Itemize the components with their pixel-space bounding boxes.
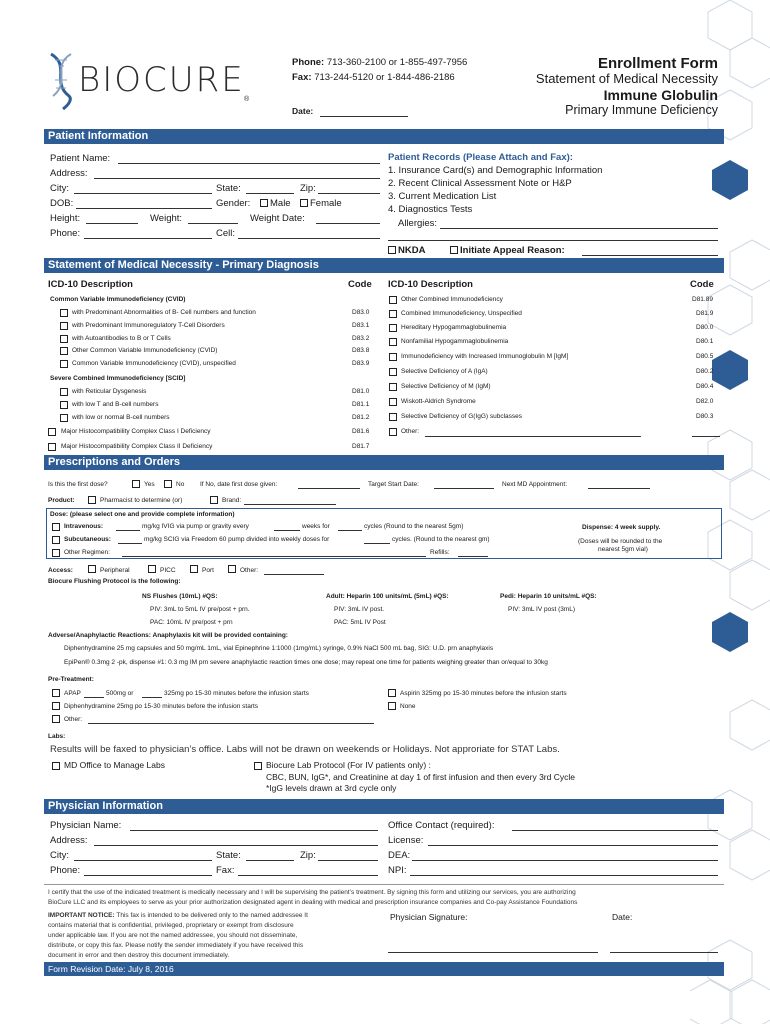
- phone-line: Phone: 713-360-2100 or 1-855-497-7956: [292, 57, 468, 68]
- sc-cycles: cycles. (Round to the nearest gm): [392, 536, 490, 543]
- scid-checkbox-2[interactable]: [60, 401, 68, 409]
- allergies-field[interactable]: [440, 228, 718, 229]
- brand-field[interactable]: [244, 504, 336, 505]
- dx-other-code-field[interactable]: [692, 436, 720, 437]
- mhc-label-1: Major Histocompatibility Complex Class I Deficiency: [61, 428, 211, 435]
- labs-title: Labs:: [48, 733, 66, 740]
- signature-date-field[interactable]: [610, 952, 718, 953]
- biocure-labs-checkbox[interactable]: [254, 762, 262, 770]
- rx-section-header: Prescriptions and Orders: [44, 455, 724, 470]
- dx-right-code-8: D82.0: [696, 398, 714, 405]
- ns-title: NS Flushes (10mL) #QS:: [142, 593, 218, 600]
- notice-line-2: contains material that is confidential, privileged, proprietary or exempt from disclosure: [48, 922, 294, 929]
- dx-right-label-5: Immunodeficiency with Increased Immunoglobulin M [IgM]: [401, 353, 569, 360]
- notice-line-5: document in error and then destroy this document immediately.: [48, 952, 230, 959]
- first-dose-no-label: No: [176, 481, 185, 488]
- weight-date-label: Weight Date:: [250, 213, 305, 224]
- nkda-checkbox[interactable]: [388, 246, 396, 254]
- refills-label: Refills:: [430, 549, 450, 556]
- office-contact-label: Office Contact (required):: [388, 820, 495, 831]
- ns-line-1: PIV: 3mL to 5mL IV pre/post + prn.: [150, 606, 250, 613]
- cvid-code-5: D83.9: [352, 360, 370, 367]
- adult-line-1: PIV: 3mL IV post.: [334, 606, 385, 613]
- patient-name-label: Patient Name:: [50, 153, 111, 164]
- dx-other-label: Other:: [401, 428, 420, 435]
- md-labs-label: MD Office to Manage Labs: [64, 760, 165, 770]
- dx-right-checkbox-7[interactable]: [389, 383, 397, 391]
- patient-city-label: City:: [50, 183, 69, 194]
- pre-other-field[interactable]: [88, 723, 374, 724]
- access-other-checkbox[interactable]: [228, 565, 236, 573]
- date-field[interactable]: [320, 116, 408, 117]
- appeal-label: Initiate Appeal Reason:: [460, 245, 565, 256]
- port-checkbox[interactable]: [190, 565, 198, 573]
- pharmacist-label: Pharmacist to determine (or): [100, 497, 183, 504]
- signature-date-label: Date:: [612, 912, 633, 922]
- fax-line: Fax: 713-244-5120 or 1-844-486-2186: [292, 72, 455, 83]
- dispense-note-1: (Doses will be rounded to the: [578, 538, 663, 545]
- pre-other-checkbox[interactable]: [52, 715, 60, 723]
- physician-fax-label: Fax:: [216, 865, 235, 876]
- cvid-code-4: D83.8: [352, 347, 370, 354]
- ns-line-2: PAC: 10mL IV pre/post + prn: [150, 619, 233, 626]
- mhc-checkbox-2[interactable]: [48, 443, 56, 451]
- female-checkbox[interactable]: [300, 199, 308, 207]
- certify-line-2: BioCure LLC and its employees to serve as your prior authorization designated agent in dealing with medical and prescription insurance companies and Co-pay Assistance Foundations: [48, 899, 578, 906]
- flush-title: Biocure Flushing Protocol is the following:: [48, 578, 181, 585]
- other-regimen-field[interactable]: [122, 556, 426, 557]
- form-title: Enrollment Form: [597, 55, 718, 72]
- physician-name-field[interactable]: [130, 830, 378, 831]
- access-other-field[interactable]: [264, 574, 324, 575]
- other-regimen-label: Other Regimen:: [64, 549, 110, 556]
- sc-dose-field[interactable]: [118, 543, 142, 544]
- scid-checkbox-1[interactable]: [60, 388, 68, 396]
- dna-helix-icon: [47, 52, 75, 110]
- office-contact-field[interactable]: [512, 830, 718, 831]
- patient-address-field[interactable]: [94, 178, 380, 179]
- diagnosis-section-header: Statement of Medical Necessity - Primary Diagnosis: [44, 258, 724, 273]
- npi-field[interactable]: [410, 875, 718, 876]
- scid-code-3: D81.2: [352, 414, 370, 421]
- records-item-2: 2. Recent Clinical Assessment Note or H&P: [388, 178, 572, 189]
- apap-or-label: 500mg or: [106, 690, 134, 697]
- npi-label: NPI:: [388, 865, 407, 876]
- dea-label: DEA:: [388, 850, 411, 861]
- cvid-checkbox-5[interactable]: [60, 360, 68, 368]
- first-dose-yes-label: Yes: [144, 481, 155, 488]
- next-md-field[interactable]: [588, 488, 650, 489]
- nkda-label: NKDA: [398, 245, 426, 256]
- dx-right-code-1: D81.89: [692, 296, 713, 303]
- patient-city-field[interactable]: [74, 193, 212, 194]
- biocure-labs-label: Biocure Lab Protocol (For IV patients only) :: [266, 760, 431, 770]
- patient-dob-label: DOB:: [50, 198, 74, 209]
- form-subtitle-1: Statement of Medical Necessity: [535, 71, 718, 86]
- scid-title: Severe Combined Immunodeficiency [SCID]: [50, 375, 186, 382]
- dispense-label: Dispense: 4 week supply.: [582, 524, 661, 531]
- apap-dose-field-2[interactable]: [142, 697, 162, 698]
- patient-cell-field[interactable]: [238, 238, 380, 239]
- dx-right-code-2: D81.9: [696, 310, 714, 317]
- dx-right-checkbox-9[interactable]: [389, 413, 397, 421]
- physician-city-field[interactable]: [74, 860, 212, 861]
- none-checkbox[interactable]: [388, 702, 396, 710]
- physician-zip-field[interactable]: [318, 860, 378, 861]
- mhc-code-2: D81.7: [352, 443, 370, 450]
- revision-bar: [44, 962, 724, 976]
- apap-checkbox[interactable]: [52, 689, 60, 697]
- dx-other-field[interactable]: [425, 436, 641, 437]
- dx-right-code-4: D80.1: [696, 338, 714, 345]
- pretreatment-title: Pre-Treatment:: [48, 676, 94, 683]
- pedi-line-1: PIV: 3mL IV post (3mL): [508, 606, 576, 613]
- dx-right-checkbox-8[interactable]: [389, 398, 397, 406]
- peripheral-label: Peripheral: [100, 567, 130, 574]
- apap-label: APAP: [64, 690, 81, 697]
- dx-right-label-4: Nonfamilial Hypogammaglobulinemia: [401, 338, 509, 345]
- physician-state-field[interactable]: [246, 860, 294, 861]
- patient-dob-field[interactable]: [76, 208, 212, 209]
- scid-label-1: with Reticular Dysgenesis: [72, 388, 147, 395]
- cvid-label-2: with Predominant Immunoregulatory T-Cell Disorders: [72, 322, 225, 329]
- none-label: None: [400, 703, 416, 710]
- mhc-checkbox-1[interactable]: [48, 428, 56, 436]
- cvid-checkbox-3[interactable]: [60, 335, 68, 343]
- male-checkbox[interactable]: [260, 199, 268, 207]
- female-label: Female: [310, 198, 342, 209]
- physician-city-label: City:: [50, 850, 69, 861]
- adverse-line-2: EpiPen® 0.3mg 2 -pk, dispense #1: 0.3 mg IM prn severe anaphylactic reaction times one dose; may repeat one time for patients weighing greater than or/equal to 30kg: [64, 659, 548, 666]
- sc-checkbox[interactable]: [52, 536, 60, 544]
- first-dose-date-field[interactable]: [298, 488, 360, 489]
- sc-label: Subcutaneous:: [64, 536, 111, 543]
- height-field[interactable]: [86, 223, 138, 224]
- access-other-label: Other:: [240, 567, 259, 574]
- adult-title: Adult: Heparin 100 units/mL (5mL) #QS:: [326, 593, 449, 600]
- divider: [44, 884, 724, 885]
- brand-checkbox[interactable]: [210, 496, 218, 504]
- dx-right-label-9: Selective Deficiency of G(IgG) subclasses: [401, 413, 523, 420]
- iv-cycles-field[interactable]: [338, 530, 362, 531]
- apap-dose-field-1[interactable]: [84, 697, 104, 698]
- diphen-checkbox[interactable]: [52, 702, 60, 710]
- records-item-3: 3. Current Medication List: [388, 191, 497, 202]
- if-no-label: If No, date first dose given:: [200, 481, 278, 488]
- cvid-label-5: Common Variable Immunodeficiency (CVID), unspecified: [72, 360, 236, 367]
- revision-text: Form Revision Date: July 8, 2016: [48, 964, 174, 974]
- apap-tail: 325mg po 15-30 minutes before the infusion starts: [164, 690, 309, 697]
- adult-line-2: PAC: 5mL IV Post: [334, 619, 386, 626]
- dx-right-label-7: Selective Deficiency of M (IgM): [401, 383, 491, 390]
- dx-other-checkbox[interactable]: [389, 428, 397, 436]
- first-dose-yes-checkbox[interactable]: [132, 480, 140, 488]
- mhc-label-2: Major Histocompatibility Complex Class II Deficiency: [61, 443, 213, 450]
- refills-field[interactable]: [458, 556, 488, 557]
- picc-label: PICC: [160, 567, 176, 574]
- dx-right-label-3: Hereditary Hypogammaglobulinemia: [401, 324, 507, 331]
- cvid-checkbox-1[interactable]: [60, 309, 68, 317]
- cvid-checkbox-2[interactable]: [60, 322, 68, 330]
- physician-phone-field[interactable]: [84, 875, 212, 876]
- next-md-label: Next MD Appointment:: [502, 481, 568, 488]
- allergies-field-2[interactable]: [388, 240, 718, 241]
- physician-address-label: Address:: [50, 835, 88, 846]
- iv-checkbox[interactable]: [52, 523, 60, 531]
- sc-text: mg/kg SCIG via Freedom 60 pump divided into weekly doses for: [144, 536, 330, 543]
- pharmacist-checkbox[interactable]: [88, 496, 96, 504]
- aspirin-label: Aspirin 325mg po 15-30 minutes before the infusion starts: [400, 690, 567, 697]
- dx-right-code-6: D80.2: [696, 368, 714, 375]
- form-subtitle-3: Primary Immune Deficiency: [565, 103, 718, 117]
- dx-right-code-9: D80.3: [696, 413, 714, 420]
- product-label: Product:: [48, 497, 75, 504]
- cvid-label-4: Other Common Variable Immunodeficiency (CVID): [72, 347, 218, 354]
- port-label: Port: [202, 567, 214, 574]
- cvid-checkbox-4[interactable]: [60, 347, 68, 355]
- dx-right-checkbox-2[interactable]: [389, 310, 397, 318]
- md-labs-checkbox[interactable]: [52, 762, 60, 770]
- iv-dose-field[interactable]: [116, 530, 140, 531]
- form-subtitle-2: Immune Globulin: [603, 87, 718, 103]
- license-label: License:: [388, 835, 424, 846]
- weight-date-field[interactable]: [316, 223, 380, 224]
- dx-right-checkbox-4[interactable]: [389, 338, 397, 346]
- diphen-label: Diphenhydramine 25mg po 15-30 minutes before the infusion starts: [64, 703, 259, 710]
- appeal-checkbox[interactable]: [450, 246, 458, 254]
- records-item-1: 1. Insurance Card(s) and Demographic Information: [388, 165, 603, 176]
- dx-right-checkbox-6[interactable]: [389, 368, 397, 376]
- patient-state-label: State:: [216, 183, 241, 194]
- sc-cycles-field[interactable]: [364, 543, 390, 544]
- patient-state-field[interactable]: [246, 193, 294, 194]
- signature-field[interactable]: [388, 952, 598, 953]
- signature-label: Physician Signature:: [390, 912, 468, 922]
- patient-zip-label: Zip:: [300, 183, 316, 194]
- weight-label: Weight:: [150, 213, 183, 224]
- target-date-field[interactable]: [434, 488, 494, 489]
- dx-right-label-6: Selective Deficiency of A (IgA): [401, 368, 488, 375]
- cvid-code-3: D83.2: [352, 335, 370, 342]
- patient-phone-label: Phone:: [50, 228, 81, 239]
- iv-weeks-field[interactable]: [274, 530, 300, 531]
- cvid-label-3: with Autoantibodies to B or T Cells: [72, 335, 171, 342]
- physician-phone-label: Phone:: [50, 865, 81, 876]
- cvid-code-2: D83.1: [352, 322, 370, 329]
- adverse-line-1: Diphenhydramine 25 mg capsules and 50 mg/mL 1mL, vial Epinephrine 1:1000 (1mg/mL) syringe, 0.9% NaCl 500 mL bag, SIG: U.D. prn anaphylaxis: [64, 645, 494, 652]
- notice-line-3: under applicable law. If you are not the named addressee, you should not disseminate,: [48, 932, 298, 939]
- allergies-label: Allergies:: [398, 218, 438, 229]
- logo-text: BIOCURE: [78, 60, 245, 100]
- dx-right-code-5: D80.5: [696, 353, 714, 360]
- dx-right-checkbox-3[interactable]: [389, 324, 397, 332]
- physician-fax-field[interactable]: [238, 875, 378, 876]
- dx-right-label-1: Other Combined Immunodeficiency: [401, 296, 503, 303]
- patient-phone-field[interactable]: [84, 238, 212, 239]
- dispense-note-2: nearest 5gm vial): [598, 546, 648, 553]
- pre-other-label: Other:: [64, 716, 83, 723]
- iv-label: Intravenous:: [64, 523, 104, 530]
- license-field[interactable]: [428, 845, 718, 846]
- cvid-title: Common Variable Immunodeficiency (CVID): [50, 296, 186, 303]
- iv-weeks: weeks for: [302, 523, 330, 530]
- scid-label-2: with low T and B-cell numbers: [72, 401, 159, 408]
- labs-note: Results will be faxed to physician’s office. Labs will not be drawn on weekends or Holidays. Not approriate for STAT Labs.: [50, 744, 560, 755]
- dx-right-checkbox-1[interactable]: [389, 296, 397, 304]
- scid-checkbox-3[interactable]: [60, 414, 68, 422]
- certify-line-1: I certify that the use of the indicated treatment is medically necessary and I will be supervising the patient’s treatment. By signing this form and utilizing our services, you are authorizing: [48, 889, 576, 896]
- scid-label-3: with low or normal B-cell numbers: [72, 414, 170, 421]
- iv-text: mg/kg IVIG via pump or gravity every: [142, 523, 249, 530]
- patient-cell-label: Cell:: [216, 228, 236, 239]
- patient-section-header: Patient Information: [44, 129, 724, 144]
- physician-state-label: State:: [216, 850, 241, 861]
- iv-cycles: cycles (Round to the nearest 5gm): [364, 523, 464, 530]
- physician-address-field[interactable]: [94, 845, 378, 846]
- patient-address-label: Address:: [50, 168, 88, 179]
- physician-section-header: Physician Information: [44, 799, 724, 814]
- male-label: Male: [270, 198, 291, 209]
- dx-right-code-7: D80.4: [696, 383, 714, 390]
- scid-code-1: D81.0: [352, 388, 370, 395]
- target-label: Target Start Date:: [368, 481, 419, 488]
- appeal-field[interactable]: [582, 255, 718, 256]
- icd-header-right: ICD-10 Description: [388, 279, 473, 290]
- access-label: Access:: [48, 567, 73, 574]
- peripheral-checkbox[interactable]: [88, 565, 96, 573]
- cvid-code-1: D83.0: [352, 309, 370, 316]
- date-label: Date:: [292, 106, 314, 116]
- height-label: Height:: [50, 213, 81, 224]
- dx-right-label-8: Wiskott-Aldrich Syndrome: [401, 398, 476, 405]
- first-dose-label: Is this the first dose?: [48, 481, 108, 488]
- dx-right-code-3: D80.0: [696, 324, 714, 331]
- mhc-code-1: D81.6: [352, 428, 370, 435]
- labs-line-2: *IgG levels drawn at 3rd cycle only: [266, 783, 397, 793]
- code-header-left: Code: [348, 279, 372, 290]
- dose-title: Dose: (please select one and provide complete information): [50, 511, 235, 518]
- notice-line-1: IMPORTANT NOTICE: This fax is intended to be delivered only to the named addressee It: [48, 912, 308, 919]
- notice-line-4: distribute, or copy this fax. Please notify the sender immediately if you have received this: [48, 942, 304, 949]
- patient-gender-label: Gender:: [216, 198, 251, 209]
- physician-zip-label: Zip:: [300, 850, 316, 861]
- dx-right-checkbox-5[interactable]: [389, 353, 397, 361]
- patient-zip-field[interactable]: [318, 193, 380, 194]
- labs-line-1: CBC, BUN, IgG*, and Creatinine at day 1 of first infusion and then every 3rd Cycle: [266, 772, 575, 782]
- brand-label: Brand:: [222, 497, 242, 504]
- registered-mark: ®: [244, 96, 250, 103]
- weight-field[interactable]: [188, 223, 238, 224]
- icd-header-left: ICD-10 Description: [48, 279, 133, 290]
- records-item-4: 4. Diagnostics Tests: [388, 204, 473, 215]
- records-title: Patient Records (Please Attach and Fax):: [388, 152, 573, 163]
- adverse-title: Adverse/Anaphylactic Reactions: Anaphylaxis kit will be provided containing:: [48, 632, 288, 639]
- patient-name-field[interactable]: [118, 163, 380, 164]
- picc-checkbox[interactable]: [148, 565, 156, 573]
- code-header-right: Code: [690, 279, 714, 290]
- dea-field[interactable]: [412, 860, 718, 861]
- pedi-title: Pedi: Heparin 10 units/mL #QS:: [500, 593, 597, 600]
- aspirin-checkbox[interactable]: [388, 689, 396, 697]
- cvid-label-1: with Predominant Abnormalities of B- Cell numbers and function: [72, 309, 256, 316]
- first-dose-no-checkbox[interactable]: [164, 480, 172, 488]
- physician-name-label: Physician Name:: [50, 820, 122, 831]
- dx-right-label-2: Combined Immunodeficiency, Unspecified: [401, 310, 522, 317]
- other-regimen-checkbox[interactable]: [52, 549, 60, 557]
- scid-code-2: D81.1: [352, 401, 370, 408]
